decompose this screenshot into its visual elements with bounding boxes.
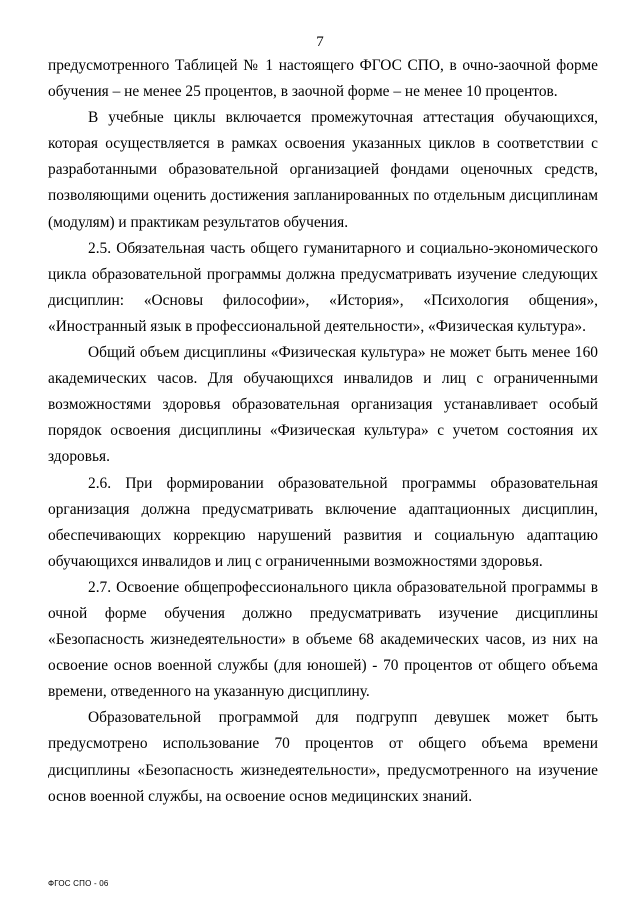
paragraph-2-7: 2.7. Освоение общепрофессионального цикла образовательной программы в очной форме обучения должно предусматривать изучение дисциплины «Безопасность жизнедеятельности» в объеме 68 академических часов, из них на освоение основ военной службы (для юношей) - 70 процентов от общего объема времени, отведенного на указанную дисциплину.	[48, 578, 598, 701]
paragraph-intermediate-attestation: В учебные циклы включается промежуточная аттестация обучающихся, которая осуществляется в рамках освоения указанных циклов в соответствии с разработанными образовательной организацией фондами оценочных средств, позволяющими оценить достижения запланированных по отдельным дисциплинам (модулям) и практикам результатов обучения.	[48, 109, 598, 231]
paragraph-continuation: предусмотренного Таблицей № 1 настоящего ФГОС СПО, в очно-заочной форме обучения – не менее 25 процентов, в заочной форме – не менее 10 процентов.	[48, 57, 598, 101]
footer-code: ФГОС СПО - 06	[48, 879, 109, 888]
paragraph-2-6: 2.6. При формировании образовательной программы образовательная организация должна предусматривать включение адаптационных дисциплин, обеспечивающих коррекцию нарушений развития и социальную адаптацию обучающихся инвалидов и лиц с ограниченными возможностями здоровья.	[48, 474, 598, 570]
page-number: 7	[316, 34, 324, 50]
paragraph-2-5: 2.5. Обязательная часть общего гуманитарного и социально-экономического цикла образовательной программы должна предусматривать изучение следующих дисциплин: «Основы философии», «История», «Психология общения», «Иностранный язык в профессиональной деятельности», «Физическая культура».	[48, 239, 598, 335]
document-body	[48, 53, 598, 810]
paragraph-physical-culture: Общий объем дисциплины «Физическая культура» не может быть менее 160 академических часов. Для обучающихся инвалидов и лиц с ограниченными возможностями здоровья образовательная организация устанавливает особый порядок освоения дисциплины «Физическая культура» с учетом состояния их здоровья.	[48, 344, 598, 466]
paragraph-girls-subgroups: Образовательной программой для подгрупп девушек может быть предусмотрено использование 70 процентов от общего объема времени дисциплины «Безопасность жизнедеятельности», предусмотренного на изучение основ военной службы, на освоение основ медицинских знаний.	[48, 709, 598, 805]
